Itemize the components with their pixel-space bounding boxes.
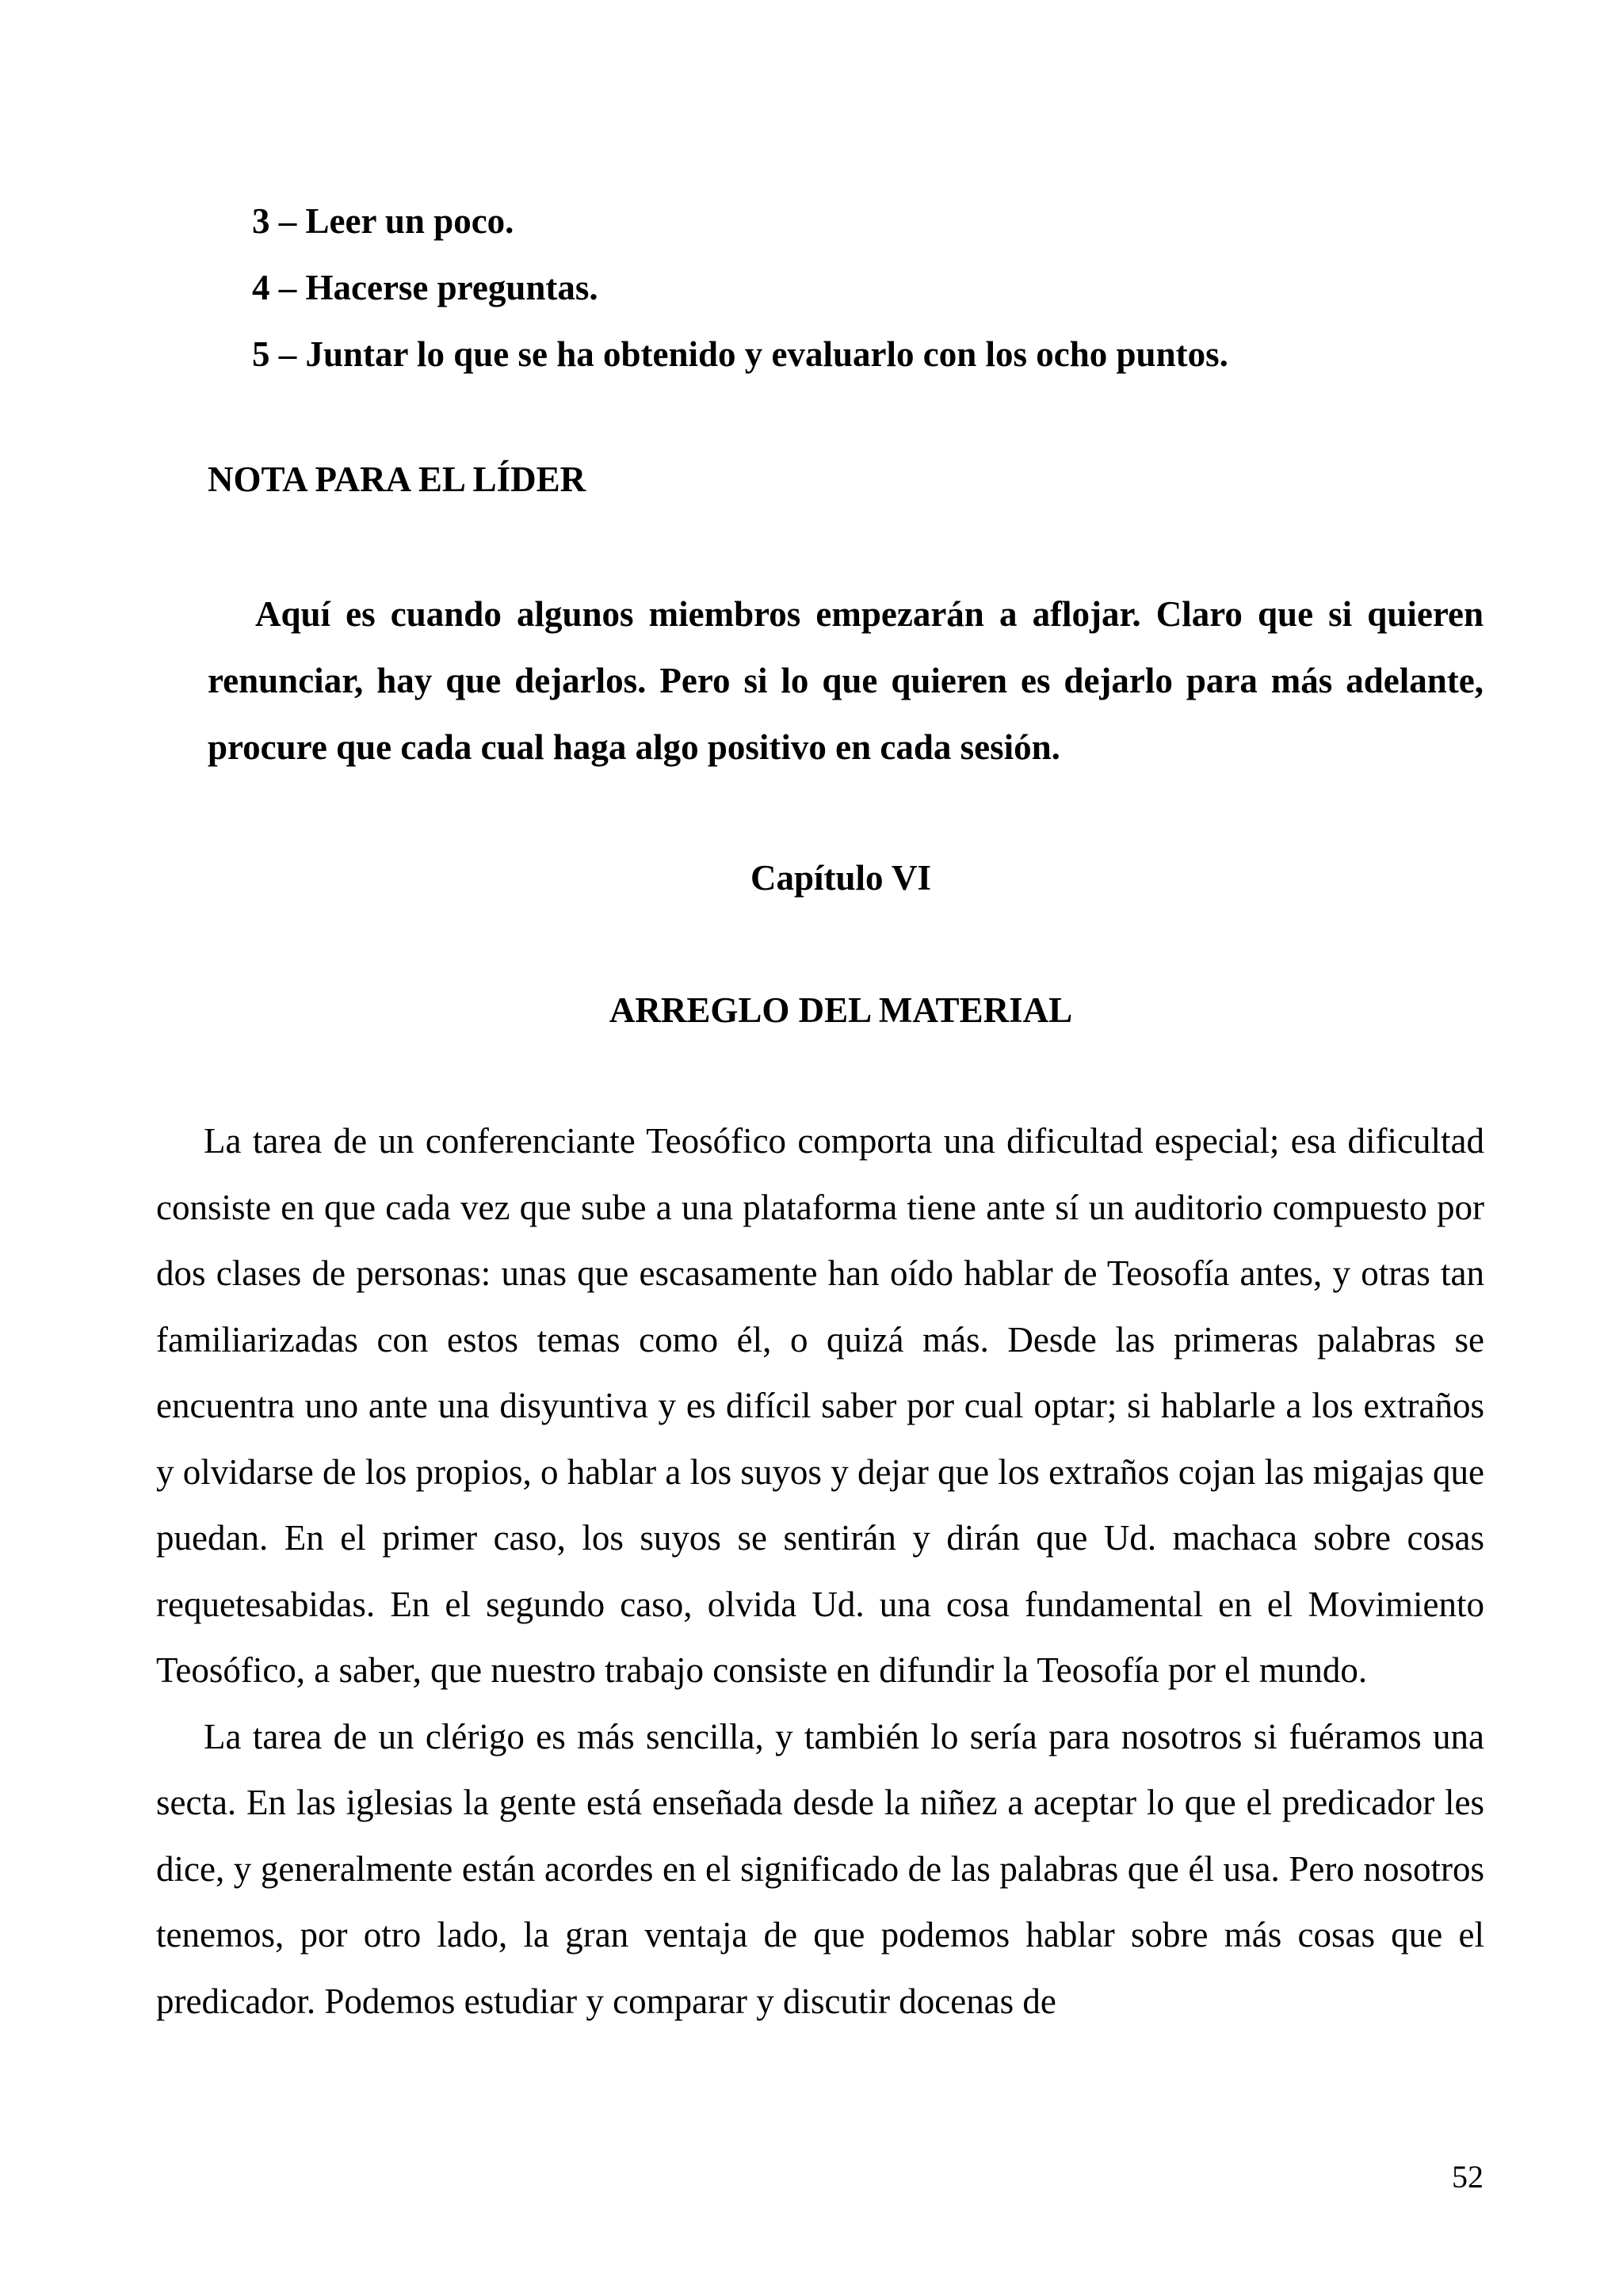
chapter-body	[156, 1108, 1484, 2035]
step-item: 5 – Juntar lo que se ha obtenido y evaluarlo con los ocho puntos.	[252, 334, 1228, 374]
body-paragraph: La tarea de un conferenciante Teosófico comporta una dificultad especial; esa dificultad consiste en que cada vez que sube a una plataforma tiene ante sí un auditorio compuesto por dos clases de personas: unas que escasamente han oído hablar de Teosofía antes, y otras tan familiarizadas con estos temas como él, o quizá más. Desde las primeras palabras se encuentra uno ante una disyuntiva y es difícil saber por cual optar; si hablarle a los extraños y olvidarse de los propios, o hablar a los suyos y dejar que los extraños cojan las migajas que puedan. En el primer caso, los suyos se sentirán y dirán que Ud. machaca sobre cosas requetesabidas. En el segundo caso, olvida Ud. una cosa fundamental en el Movimiento Teosófico, a saber, que nuestro trabajo consiste en difundir la Teosofía por el mundo.	[156, 1121, 1484, 1690]
page-number: 52	[1452, 2159, 1484, 2195]
chapter-number: Capítulo VI	[750, 858, 931, 898]
body-paragraph: La tarea de un clérigo es más sencilla, y también lo sería para nosotros si fuéramos una secta. En las iglesias la gente está enseñada desde la niñez a aceptar lo que el predicador les dice, y generalmente están acordes en el significado de las palabras que él usa. Pero nosotros tenemos, por otro lado, la gran ventaja de que podemos hablar sobre más cosas que el predicador. Podemos estudiar y comparar y discutir docenas de	[156, 1716, 1484, 2021]
step-list	[252, 188, 1228, 387]
leader-note-heading: NOTA PARA EL LÍDER	[208, 460, 586, 499]
leader-note-body: Aquí es cuando algunos miembros empezarán a aflojar. Claro que si quieren renunciar, hay que dejarlos. Pero si lo que quieren es dejarlo para más adelante, procure que cada cual haga algo positivo en cada sesión.	[208, 594, 1484, 767]
step-item: 3 – Leer un poco.	[252, 201, 514, 241]
step-item: 4 – Hacerse preguntas.	[252, 268, 598, 307]
chapter-title: ARREGLO DEL MATERIAL	[609, 990, 1073, 1030]
